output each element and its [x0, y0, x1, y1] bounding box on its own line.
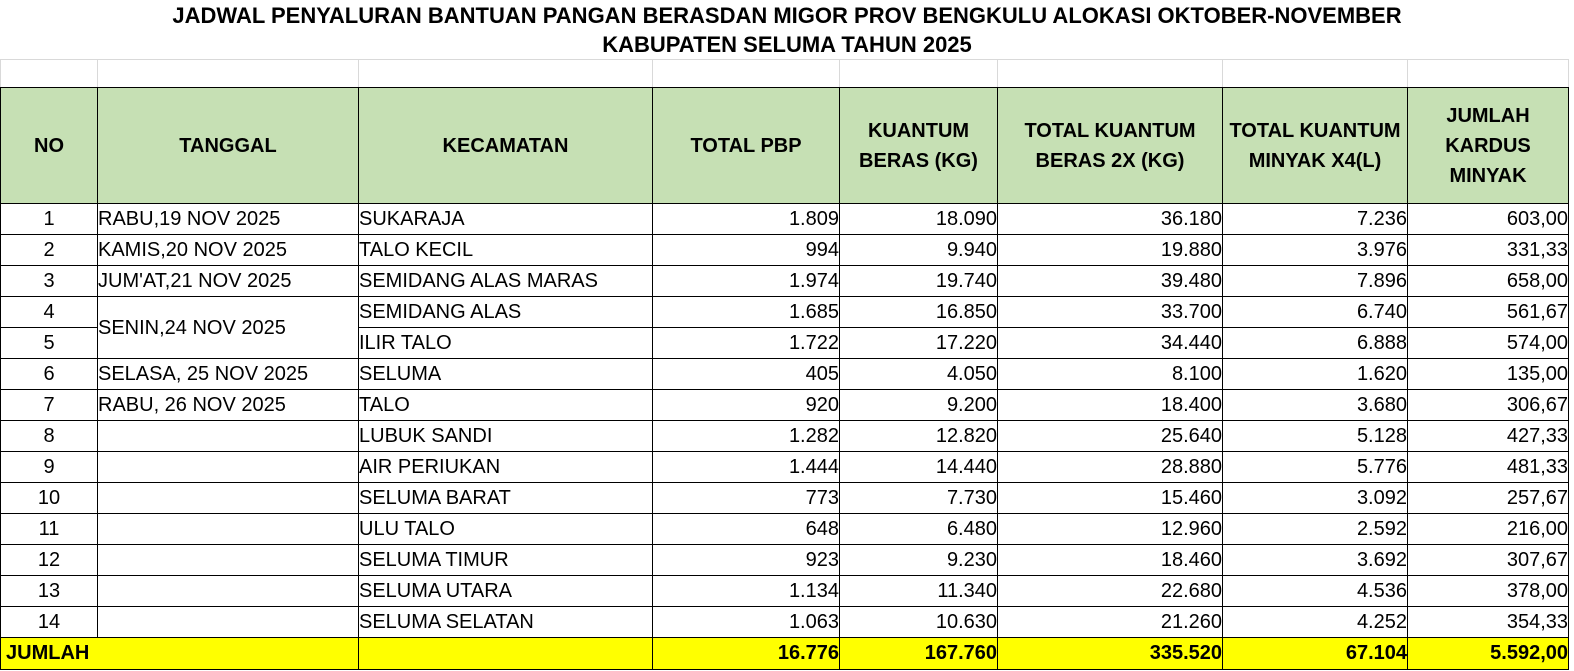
document-title: JADWAL PENYALURAN BANTUAN PANGAN BERASDAN MIGOR PROV BENGKULU ALOKASI OKTOBER-NOVEMBER	[172, 3, 1402, 28]
cell-total-pbp[interactable]: 773	[653, 483, 840, 514]
cell-total-pbp[interactable]: 1.444	[653, 452, 840, 483]
cell-total-beras-2x[interactable]: 18.460	[998, 545, 1223, 576]
cell-total-pbp[interactable]: 1.134	[653, 576, 840, 607]
cell-total-pbp[interactable]: 923	[653, 545, 840, 576]
cell-kecamatan[interactable]: SELUMA SELATAN	[359, 607, 653, 638]
cell-tanggal[interactable]	[98, 607, 359, 638]
cell-total-beras-2x[interactable]: 28.880	[998, 452, 1223, 483]
cell-kecamatan[interactable]: SELUMA TIMUR	[359, 545, 653, 576]
cell-total-beras-2x[interactable]: 25.640	[998, 421, 1223, 452]
cell-kardus-minyak[interactable]: 481,33	[1408, 452, 1569, 483]
cell-kuantum-beras[interactable]: 9.230	[840, 545, 998, 576]
cell-total-minyak-x4[interactable]: 4.536	[1223, 576, 1408, 607]
cell-no[interactable]: 13	[1, 576, 98, 607]
cell-kardus-minyak[interactable]: 427,33	[1408, 421, 1569, 452]
cell-total-pbp[interactable]: 920	[653, 390, 840, 421]
cell-total-pbp[interactable]: 994	[653, 235, 840, 266]
cell-total-minyak-x4[interactable]: 3.680	[1223, 390, 1408, 421]
empty-cell[interactable]	[840, 60, 998, 88]
table-row	[1, 359, 1569, 390]
cell-tanggal[interactable]	[98, 452, 359, 483]
table-row	[1, 483, 1569, 514]
cell-kecamatan[interactable]: AIR PERIUKAN	[359, 452, 653, 483]
table-row	[1, 204, 1569, 235]
cell-total-beras-2x[interactable]: 34.440	[998, 328, 1223, 359]
cell-total-beras-2x[interactable]: 12.960	[998, 514, 1223, 545]
empty-cell[interactable]	[998, 60, 1223, 88]
cell-total-beras-2x[interactable]: 39.480	[998, 266, 1223, 297]
table-row	[1, 545, 1569, 576]
cell-total-beras-2x[interactable]: 36.180	[998, 204, 1223, 235]
total-kardus-minyak[interactable]: 5.592,00	[1408, 638, 1569, 670]
total-row	[1, 638, 1569, 670]
cell-total-beras-2x[interactable]: 33.700	[998, 297, 1223, 328]
header-jumlah-kardus-minyak[interactable]: JUMLAH KARDUS MINYAK	[1408, 88, 1569, 204]
table-row	[1, 576, 1569, 607]
cell-no[interactable]: 10	[1, 483, 98, 514]
cell-total-beras-2x[interactable]: 21.260	[998, 607, 1223, 638]
cell-kuantum-beras[interactable]: 4.050	[840, 359, 998, 390]
cell-no[interactable]: 4	[1, 297, 98, 328]
cell-no[interactable]: 3	[1, 266, 98, 297]
total-beras-2x[interactable]: 335.520	[998, 638, 1223, 670]
cell-kecamatan[interactable]: SEMIDANG ALAS	[359, 297, 653, 328]
cell-kecamatan[interactable]: SEMIDANG ALAS MARAS	[359, 266, 653, 297]
cell-total-pbp[interactable]: 1.809	[653, 204, 840, 235]
document-subtitle: KABUPATEN SELUMA TAHUN 2025	[602, 32, 972, 57]
cell-total-pbp[interactable]: 1.685	[653, 297, 840, 328]
cell-tanggal[interactable]: JUM'AT,21 NOV 2025	[98, 266, 359, 297]
header-total-kuantum-minyak-x4[interactable]: TOTAL KUANTUM MINYAK X4(L)	[1223, 88, 1408, 204]
cell-tanggal[interactable]: SENIN,24 NOV 2025	[98, 297, 359, 359]
empty-cell[interactable]	[359, 60, 653, 88]
cell-total-minyak-x4[interactable]: 6.740	[1223, 297, 1408, 328]
cell-kardus-minyak[interactable]: 216,00	[1408, 514, 1569, 545]
cell-kardus-minyak[interactable]: 378,00	[1408, 576, 1569, 607]
table-row	[1, 266, 1569, 297]
cell-total-beras-2x[interactable]: 22.680	[998, 576, 1223, 607]
header-tanggal[interactable]: TANGGAL	[98, 88, 359, 204]
table-row	[1, 607, 1569, 638]
cell-total-pbp[interactable]: 405	[653, 359, 840, 390]
blank-row	[1, 60, 1569, 88]
cell-kuantum-beras[interactable]: 16.850	[840, 297, 998, 328]
cell-kuantum-beras[interactable]: 19.740	[840, 266, 998, 297]
cell-total-minyak-x4[interactable]: 6.888	[1223, 328, 1408, 359]
header-no[interactable]: NO	[1, 88, 98, 204]
cell-kardus-minyak[interactable]: 354,33	[1408, 607, 1569, 638]
table-row	[1, 452, 1569, 483]
cell-no[interactable]: 1	[1, 204, 98, 235]
cell-total-minyak-x4[interactable]: 3.976	[1223, 235, 1408, 266]
cell-total-pbp[interactable]: 1.063	[653, 607, 840, 638]
cell-kuantum-beras[interactable]: 14.440	[840, 452, 998, 483]
cell-tanggal[interactable]	[98, 576, 359, 607]
cell-no[interactable]: 9	[1, 452, 98, 483]
cell-no[interactable]: 5	[1, 328, 98, 359]
cell-kardus-minyak[interactable]: 257,67	[1408, 483, 1569, 514]
cell-tanggal[interactable]: RABU, 26 NOV 2025	[98, 390, 359, 421]
cell-tanggal[interactable]: SELASA, 25 NOV 2025	[98, 359, 359, 390]
table-row	[1, 390, 1569, 421]
cell-total-minyak-x4[interactable]: 5.128	[1223, 421, 1408, 452]
cell-no[interactable]: 8	[1, 421, 98, 452]
cell-tanggal[interactable]	[98, 421, 359, 452]
cell-total-pbp[interactable]: 1.282	[653, 421, 840, 452]
header-total-pbp[interactable]: TOTAL PBP	[653, 88, 840, 204]
cell-tanggal[interactable]	[98, 483, 359, 514]
empty-cell[interactable]	[1223, 60, 1408, 88]
header-kuantum-beras[interactable]: KUANTUM BERAS (KG)	[840, 88, 998, 204]
cell-kuantum-beras[interactable]: 9.940	[840, 235, 998, 266]
table-row	[1, 514, 1569, 545]
cell-kuantum-beras[interactable]: 17.220	[840, 328, 998, 359]
cell-kardus-minyak[interactable]: 603,00	[1408, 204, 1569, 235]
cell-kuantum-beras[interactable]: 11.340	[840, 576, 998, 607]
cell-no[interactable]: 7	[1, 390, 98, 421]
header-row	[1, 88, 1569, 204]
distribution-table	[0, 59, 1569, 670]
cell-kecamatan[interactable]: SELUMA BARAT	[359, 483, 653, 514]
cell-total-minyak-x4[interactable]: 7.896	[1223, 266, 1408, 297]
cell-total-pbp[interactable]: 1.722	[653, 328, 840, 359]
total-label[interactable]: JUMLAH	[1, 638, 359, 670]
cell-total-beras-2x[interactable]: 15.460	[998, 483, 1223, 514]
cell-kecamatan[interactable]: ILIR TALO	[359, 328, 653, 359]
cell-kecamatan[interactable]: SUKARAJA	[359, 204, 653, 235]
table-row	[1, 297, 1569, 328]
cell-kardus-minyak[interactable]: 135,00	[1408, 359, 1569, 390]
cell-no[interactable]: 14	[1, 607, 98, 638]
total-kuantum-beras[interactable]: 167.760	[840, 638, 998, 670]
cell-kuantum-beras[interactable]: 7.730	[840, 483, 998, 514]
cell-kecamatan[interactable]: SELUMA UTARA	[359, 576, 653, 607]
cell-tanggal[interactable]	[98, 545, 359, 576]
cell-kecamatan[interactable]: SELUMA	[359, 359, 653, 390]
cell-total-minyak-x4[interactable]: 2.592	[1223, 514, 1408, 545]
cell-kuantum-beras[interactable]: 10.630	[840, 607, 998, 638]
cell-total-pbp[interactable]: 648	[653, 514, 840, 545]
cell-total-minyak-x4[interactable]: 1.620	[1223, 359, 1408, 390]
cell-kuantum-beras[interactable]: 18.090	[840, 204, 998, 235]
cell-total-minyak-x4[interactable]: 4.252	[1223, 607, 1408, 638]
header-total-kuantum-beras-2x[interactable]: TOTAL KUANTUM BERAS 2X (KG)	[998, 88, 1223, 204]
table-row	[1, 421, 1569, 452]
total-pbp[interactable]: 16.776	[653, 638, 840, 670]
cell-kecamatan[interactable]: TALO KECIL	[359, 235, 653, 266]
cell-kecamatan[interactable]: LUBUK SANDI	[359, 421, 653, 452]
table-row	[1, 235, 1569, 266]
empty-cell[interactable]	[359, 638, 653, 670]
cell-no[interactable]: 6	[1, 359, 98, 390]
cell-no[interactable]: 12	[1, 545, 98, 576]
cell-kecamatan[interactable]: ULU TALO	[359, 514, 653, 545]
cell-total-beras-2x[interactable]: 18.400	[998, 390, 1223, 421]
cell-no[interactable]: 2	[1, 235, 98, 266]
cell-total-pbp[interactable]: 1.974	[653, 266, 840, 297]
cell-total-minyak-x4[interactable]: 3.092	[1223, 483, 1408, 514]
cell-tanggal[interactable]: RABU,19 NOV 2025	[98, 204, 359, 235]
header-kecamatan[interactable]: KECAMATAN	[359, 88, 653, 204]
cell-kuantum-beras[interactable]: 9.200	[840, 390, 998, 421]
cell-kardus-minyak[interactable]: 561,67	[1408, 297, 1569, 328]
cell-tanggal[interactable]	[98, 514, 359, 545]
cell-kuantum-beras[interactable]: 6.480	[840, 514, 998, 545]
cell-kecamatan[interactable]: TALO	[359, 390, 653, 421]
cell-total-beras-2x[interactable]: 19.880	[998, 235, 1223, 266]
cell-kardus-minyak[interactable]: 574,00	[1408, 328, 1569, 359]
empty-cell[interactable]	[98, 60, 359, 88]
cell-no[interactable]: 11	[1, 514, 98, 545]
cell-total-minyak-x4[interactable]: 7.236	[1223, 204, 1408, 235]
cell-total-beras-2x[interactable]: 8.100	[998, 359, 1223, 390]
cell-kardus-minyak[interactable]: 307,67	[1408, 545, 1569, 576]
cell-tanggal[interactable]: KAMIS,20 NOV 2025	[98, 235, 359, 266]
cell-total-minyak-x4[interactable]: 3.692	[1223, 545, 1408, 576]
cell-kuantum-beras[interactable]: 12.820	[840, 421, 998, 452]
cell-kardus-minyak[interactable]: 306,67	[1408, 390, 1569, 421]
empty-cell[interactable]	[653, 60, 840, 88]
total-minyak-x4[interactable]: 67.104	[1223, 638, 1408, 670]
cell-kardus-minyak[interactable]: 331,33	[1408, 235, 1569, 266]
cell-kardus-minyak[interactable]: 658,00	[1408, 266, 1569, 297]
cell-total-minyak-x4[interactable]: 5.776	[1223, 452, 1408, 483]
empty-cell[interactable]	[1, 60, 98, 88]
empty-cell[interactable]	[1408, 60, 1569, 88]
